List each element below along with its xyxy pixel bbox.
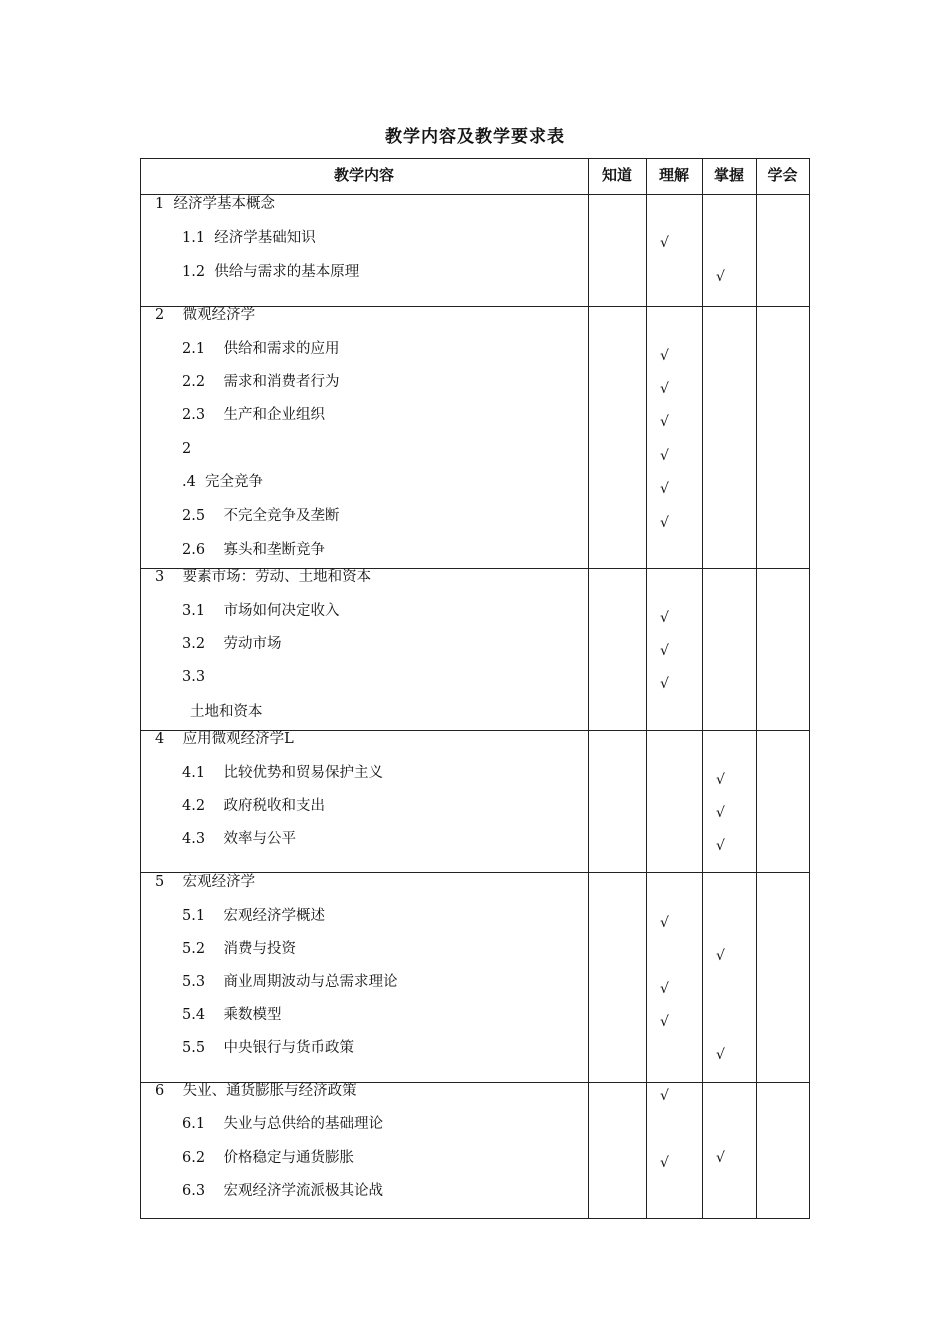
content-row: 1.2 供给与需求的基本原理 <box>182 264 360 280</box>
content-row: 3.2 劳动市场 <box>182 636 282 652</box>
content-row: 3 要素市场：劳动、土地和资本 <box>155 569 372 585</box>
check-mark: √ <box>660 610 669 626</box>
check-mark: √ <box>716 1047 725 1063</box>
content-row: 5.3 商业周期波动与总需求理论 <box>182 974 398 990</box>
content-row: 2 <box>182 441 192 457</box>
content-row: 2.2 需求和消费者行为 <box>182 374 340 390</box>
check-mark: √ <box>660 643 669 659</box>
content-row: 5.4 乘数模型 <box>182 1007 282 1023</box>
content-row: 6.3 宏观经济学流派极其论战 <box>182 1183 383 1199</box>
table-border-v <box>756 158 757 1219</box>
content-row: 4 应用微观经济学L <box>155 731 294 747</box>
check-mark: √ <box>660 381 669 397</box>
content-row: 1.1 经济学基础知识 <box>182 230 316 246</box>
content-row: 5.5 中央银行与货币政策 <box>182 1040 354 1056</box>
content-row: 2.5 不完全竞争及垄断 <box>182 508 340 524</box>
check-mark: √ <box>716 1150 725 1166</box>
header-content: 教学内容 <box>333 166 394 184</box>
table-border-v <box>140 158 141 1219</box>
content-row: 土地和资本 <box>190 704 263 720</box>
content-row: 1 经济学基本概念 <box>155 196 275 212</box>
check-mark: √ <box>716 838 725 854</box>
check-mark: √ <box>660 348 669 364</box>
content-row: 4.3 效率与公平 <box>182 831 296 847</box>
check-mark: √ <box>660 414 669 430</box>
content-row: 4.2 政府税收和支出 <box>182 798 325 814</box>
check-mark: √ <box>660 448 669 464</box>
check-mark: √ <box>660 235 669 251</box>
check-mark: √ <box>660 676 669 692</box>
check-mark: √ <box>716 269 725 285</box>
content-row: 2.3 生产和企业组织 <box>182 407 325 423</box>
check-mark: √ <box>660 1088 669 1104</box>
content-row: 4.1 比较优势和贸易保护主义 <box>182 765 383 781</box>
content-row: 3.1 市场如何决定收入 <box>182 603 340 619</box>
content-row: 5.2 消费与投资 <box>182 941 296 957</box>
content-row: 6 失业、通货膨胀与经济政策 <box>155 1083 357 1099</box>
table-border-v <box>702 158 703 1219</box>
header-know: 知道 <box>601 166 632 184</box>
content-row: .4 完全竞争 <box>182 474 264 490</box>
content-row: 2 微观经济学 <box>155 307 256 323</box>
check-mark: √ <box>660 515 669 531</box>
header-learn: 学会 <box>767 166 798 184</box>
check-mark: √ <box>660 981 669 997</box>
page-title: 教学内容及教学要求表 <box>385 127 565 147</box>
table-border-v <box>588 158 589 1219</box>
table-border-h <box>140 1218 810 1219</box>
check-mark: √ <box>660 1155 669 1171</box>
check-mark: √ <box>660 481 669 497</box>
content-row: 2.1 供给和需求的应用 <box>182 341 340 357</box>
content-row: 5 宏观经济学 <box>155 874 256 890</box>
check-mark: √ <box>716 805 725 821</box>
header-understand: 理解 <box>658 166 689 184</box>
check-mark: √ <box>716 772 725 788</box>
content-row: 6.2 价格稳定与通货膨胀 <box>182 1150 354 1166</box>
content-row: 2.6 寡头和垄断竞争 <box>182 542 325 558</box>
table-border-v <box>646 158 647 1219</box>
check-mark: √ <box>660 1014 669 1030</box>
check-mark: √ <box>660 915 669 931</box>
content-row: 3.3 <box>182 669 206 685</box>
content-row: 5.1 宏观经济学概述 <box>182 908 325 924</box>
table-border-h <box>140 158 810 159</box>
check-mark: √ <box>716 948 725 964</box>
table-border-v <box>809 158 810 1219</box>
header-master: 掌握 <box>713 166 744 184</box>
content-row: 6.1 失业与总供给的基础理论 <box>182 1116 383 1132</box>
